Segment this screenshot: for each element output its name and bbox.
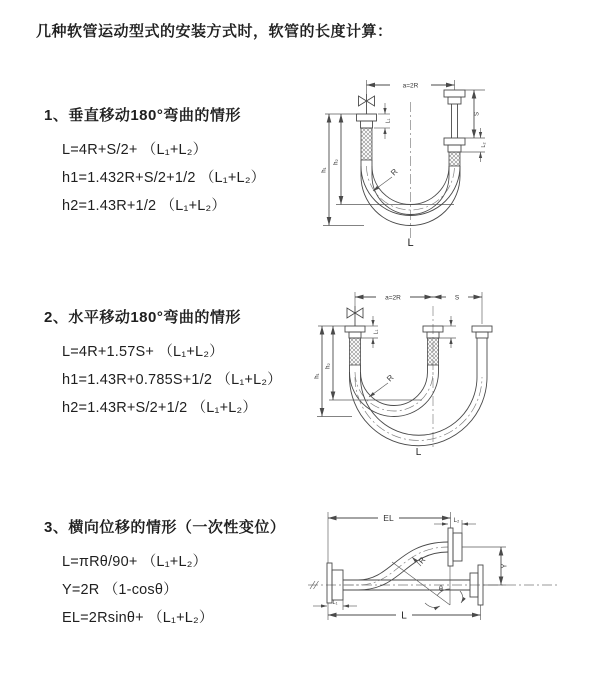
- radius-label: R: [416, 555, 428, 566]
- page-title: 几种软管运动型式的安装方式时，软管的长度计算：: [36, 23, 393, 40]
- section-3-heading: 3、横向位移的情形（一次性变位）: [44, 519, 286, 536]
- section-lateral-displacement: [44, 516, 285, 632]
- upper-flange: [448, 528, 462, 566]
- diagram-vertical-bend: [312, 70, 592, 260]
- formula-line: Y=2R （1-cosθ）: [62, 582, 178, 598]
- dim-label-s: S: [474, 111, 481, 117]
- radius-label: R: [385, 373, 396, 384]
- left-fitting: [357, 114, 377, 160]
- length-label: L: [401, 610, 407, 622]
- dim-label-y: Y: [501, 563, 509, 569]
- diagram-lateral-displacement: [300, 500, 600, 655]
- length-label: L: [415, 447, 422, 458]
- dim-label-l1: L₁: [385, 118, 392, 124]
- formula-line: h1=1.432R+S/2+1/2 （L₁+L₂）: [62, 170, 266, 186]
- right-fitting: [472, 326, 492, 338]
- dim-label-h1: h₁: [314, 373, 321, 379]
- dim-label-a2r: a=2R: [385, 294, 401, 302]
- left-flange: [327, 563, 343, 603]
- valve-icon: [359, 94, 375, 114]
- formula-line: L=4R+1.57S+ （L₁+L₂）: [62, 344, 224, 360]
- dim-label-el: EL: [383, 513, 394, 523]
- dim-label-l1: L₁: [373, 329, 380, 335]
- valve-icon: [347, 306, 363, 326]
- dim-label-h1: h₁: [321, 167, 328, 173]
- dim-label-h2: h₂: [333, 159, 340, 165]
- section-vertical-bend: [44, 104, 265, 220]
- section-2-heading: 2、水平移动180°弯曲的情形: [44, 309, 241, 326]
- angle-label: θ: [439, 586, 443, 593]
- formula-line: h2=1.43R+S/2+1/2 （L₁+L₂）: [62, 400, 258, 416]
- dim-label-h2: h₂: [325, 363, 332, 369]
- dim-label-a2r: a=2R: [402, 82, 419, 90]
- middle-fitting: [423, 326, 443, 365]
- dim-label-l1: L₁: [332, 600, 338, 606]
- diagram-horizontal-bend: [310, 282, 600, 462]
- dim-label-l2: L₂: [453, 518, 460, 524]
- hose-u-bends: [350, 338, 488, 446]
- right-fitting: [444, 90, 465, 166]
- radius-label: R: [389, 167, 400, 178]
- hose-displaced-position: [343, 542, 448, 590]
- dim-label-s: S: [454, 294, 460, 302]
- section-1-heading: 1、垂直移动180°弯曲的情形: [44, 107, 241, 124]
- formula-line: L=πRθ/90+ （L₁+L₂）: [62, 554, 208, 570]
- length-label: L: [407, 237, 414, 249]
- dim-label-l2: L₂: [480, 142, 487, 148]
- formula-line: h1=1.43R+0.785S+1/2 （L₁+L₂）: [62, 372, 282, 388]
- section-horizontal-bend: [44, 306, 282, 422]
- formula-line: h2=1.43R+1/2 （L₁+L₂）: [62, 198, 227, 214]
- formula-line: L=4R+S/2+ （L₁+L₂）: [62, 142, 208, 158]
- formula-line: EL=2Rsinθ+ （L₁+L₂）: [62, 610, 214, 626]
- left-fitting: [345, 326, 365, 365]
